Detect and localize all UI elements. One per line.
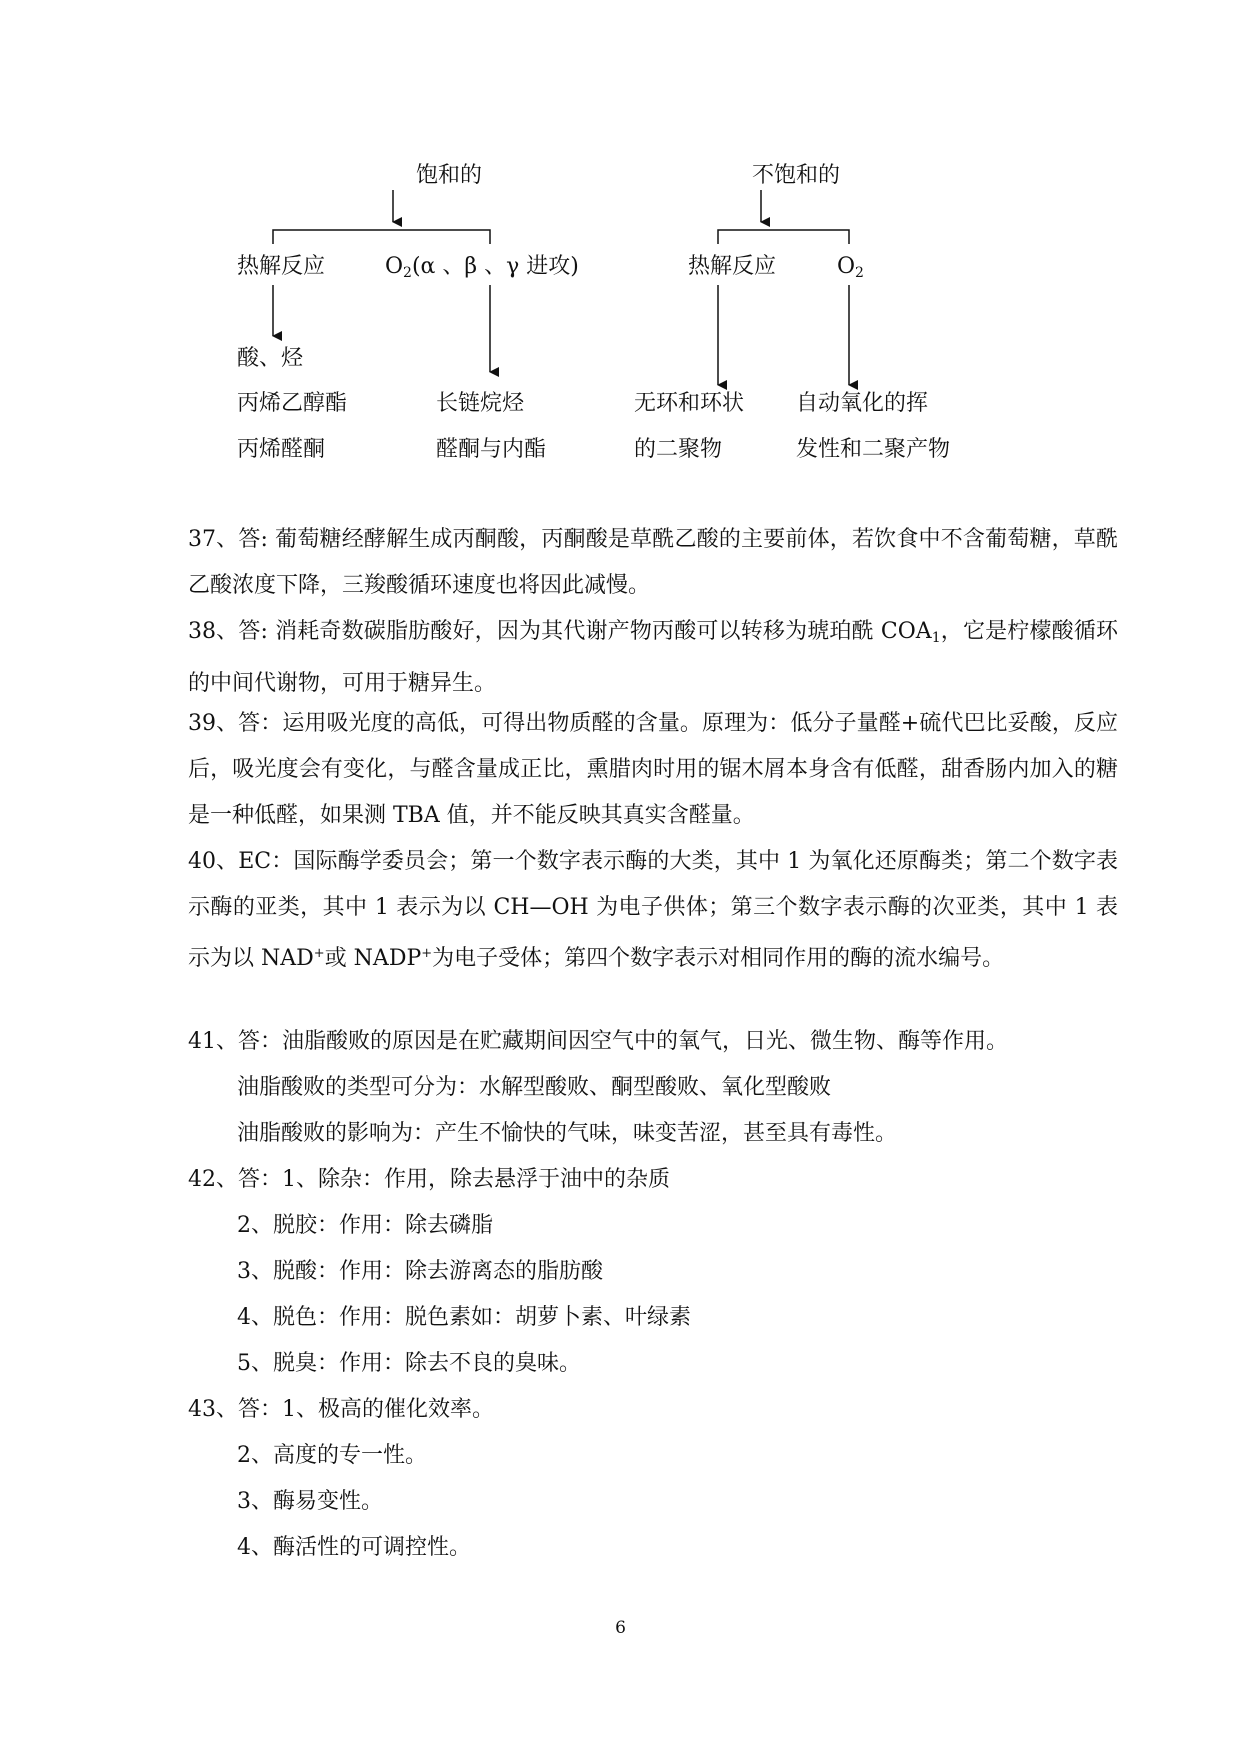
answer-43-line2: 2、高度的专一性。 — [237, 1443, 427, 1468]
right-branch-a: 热解反应 — [688, 254, 777, 279]
answer-38: 38、答: 消耗奇数碳脂肪酸好，因为其代谢产物丙酸可以转移为琥珀酰 $COA_1$，它是柠檬酸循环的中间代谢物，可用于糖异生。 — [188, 619, 1118, 696]
answer-37: 37、答: 葡萄糖经酵解生成丙酮酸，丙酮酸是草酰乙酸的主要前体，若饮食中不含葡萄糖，草酰乙酸浓度下降，三羧酸循环速度也将因此减慢。 — [188, 527, 1118, 598]
answer-42-line3: 3、脱酸：作用：除去游离态的脂肪酸 — [237, 1259, 603, 1284]
page-number: 6 — [615, 1618, 626, 1638]
answer-42-line2: 2、脱胶：作用：除去磷脂 — [237, 1213, 493, 1238]
col3-line1: 无环和环状 — [634, 391, 745, 416]
col1-line3: 丙烯醛酮 — [237, 437, 326, 462]
answer-41-line1: 41、答：油脂酸败的原因是在贮藏期间因空气中的氧气，日光、微生物、酶等作用。 — [188, 1029, 1008, 1054]
right-bracket — [718, 230, 849, 244]
col2-line2: 醛酮与内酯 — [436, 437, 547, 462]
answer-42-line1: 42、答：1、除杂：作用，除去悬浮于油中的杂质 — [188, 1167, 670, 1192]
answer-42-line5: 5、脱臭：作用：除去不良的臭味。 — [237, 1351, 581, 1376]
left-branch-b: $O_2(\alpha$ 、β 、γ 进攻) — [385, 254, 579, 281]
col4-line1: 自动氧化的挥 — [796, 391, 929, 416]
answer-39: 39、答：运用吸光度的高低，可得出物质醛的含量。原理为：低分子量醛+硫代巴比妥酸，反应后，吸光度会有变化，与醛含量成正比，熏腊肉时用的锯木屑本身含有低醛，甜香肠内加入的糖是一种低醛，如果测 TBA 值，并不能反映其真实含醛量。 — [188, 711, 1118, 828]
col1-line1: 酸、烃 — [237, 346, 304, 371]
answer-41-line3: 油脂酸败的影响为：产生不愉快的气味，味变苦涩，甚至具有毒性。 — [237, 1121, 898, 1146]
right-branch-b: $O_2$ — [837, 254, 864, 281]
degradation-diagram — [0, 0, 1241, 500]
answer-43-line4: 4、酶活性的可调控性。 — [237, 1535, 471, 1560]
col4-line2: 发性和二聚产物 — [796, 437, 951, 462]
col2-line1: 长链烷烃 — [436, 391, 525, 416]
col1-line2: 丙烯乙醇酯 — [237, 391, 348, 416]
left-bracket — [273, 230, 490, 244]
right-title: 不饱和的 — [752, 163, 841, 188]
answer-42-line4: 4、脱色：作用：脱色素如：胡萝卜素、叶绿素 — [237, 1305, 691, 1330]
answer-41-line2: 油脂酸败的类型可分为：水解型酸败、酮型酸败、氧化型酸败 — [237, 1075, 832, 1100]
answer-43-line1: 43、答：1、极高的催化效率。 — [188, 1397, 494, 1422]
left-branch-a: 热解反应 — [237, 254, 326, 279]
answer-43-line3: 3、酶易变性。 — [237, 1489, 383, 1514]
left-title: 饱和的 — [416, 163, 483, 188]
answer-40: 40、EC：国际酶学委员会；第一个数字表示酶的大类，其中 1 为氧化还原酶类；第二个数字表示酶的亚类，其中 1 表示为以 CH—OH 为电子供体；第三个数字表示酶的次亚类，其中 1 表示为以 NAD+或 NADP+为电子受体；第四个数字表示对相同作用的酶的流水编号。 — [188, 849, 1118, 971]
col3-line2: 的二聚物 — [634, 437, 723, 462]
